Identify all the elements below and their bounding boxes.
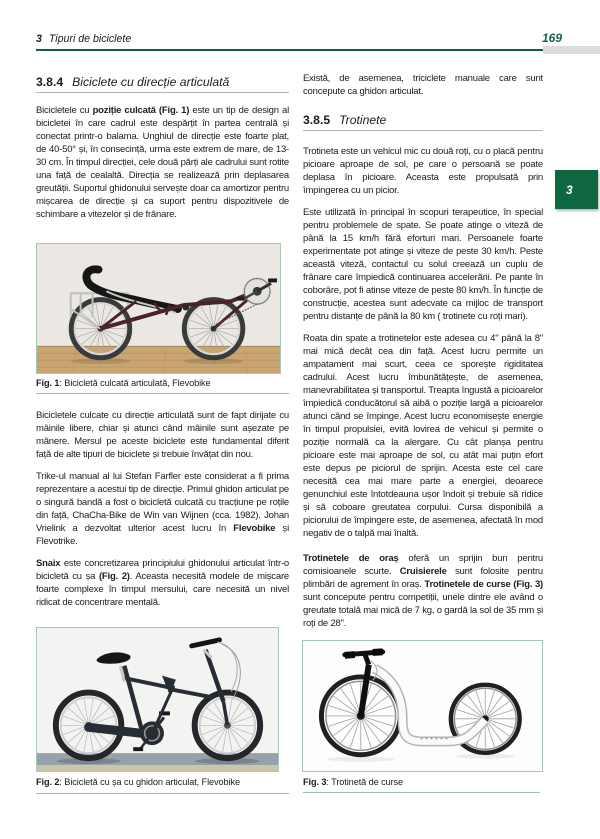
text-run: oferă un sprijin bun pentru comisioanele scurte. bbox=[303, 553, 544, 577]
figure-1-caption bbox=[36, 378, 289, 388]
running-head bbox=[36, 33, 131, 45]
running-head-chapter-number: 3 bbox=[36, 33, 42, 45]
figure-3-caption-text: : Trotinetă de curse bbox=[326, 777, 404, 787]
caption-rule bbox=[36, 393, 289, 394]
bold-term-cruisiere: Cruisierele bbox=[399, 566, 447, 577]
section-heading-3-8-4 bbox=[36, 75, 289, 89]
bold-term-trotinete-curse: Trotinetele de curse (Fig. 3) bbox=[424, 579, 544, 590]
figure-3-caption bbox=[303, 777, 543, 787]
section-rule bbox=[303, 130, 543, 131]
paragraph-recumbent-design bbox=[36, 104, 289, 221]
section-number: 3.8.5 bbox=[303, 113, 331, 127]
wheel-shadow bbox=[327, 757, 395, 762]
text-run: este un tip de design al bicicletei în care cadrul este despărțit în partea centrală și conectat printr-o balama. Unghiul de direcție este foarte plat, de 40-50° și, în consecință, urma este extrem de mare, de 13-30 cm. În timpul direcției, cele două părți ale cadrului sunt rotite una față de cealaltă. Direcția se realizează prin deplasarea greutății. Suportul ghidonului servește doar ca amortizor pentru mișcarea de direcție și ca suport pentru dispozitivele de schimbare a vitezelor și de frânare. bbox=[36, 105, 289, 220]
paragraph-scooter-definition: Trotineta este un vehicul mic cu două roți, cu o placă pentru picioare aproape de sol, pe care o persoană se poate deplasa în picioare. Aceasta este propulsată prin împingerea cu un picior. bbox=[303, 146, 543, 196]
figure-2-caption bbox=[36, 777, 289, 787]
text-run: sunt folosite pentru plimbări de agrement în oraș. bbox=[303, 566, 543, 590]
section-title: Trotinete bbox=[339, 113, 387, 127]
paragraph-farfler-history bbox=[36, 470, 289, 548]
chapter-tab-label: 3 bbox=[566, 182, 573, 197]
wood-floor bbox=[37, 346, 280, 373]
text-run: și Flevotrike. bbox=[36, 523, 289, 547]
bold-term-pozitie-culcata: poziție culcată (Fig. 1) bbox=[92, 105, 190, 116]
paragraph-hands-free: Bicicletele culcate cu direcție articulată sunt de fapt dirijate cu mâinile libere, chiar și atunci când mâinile sunt așezate pe mânere. Mersul pe aceste biciclete este fundamental diferit față de alte tipuri de biciclete și trebuie învățat din nou. bbox=[36, 410, 289, 460]
bold-term-fig2: (Fig. 2) bbox=[98, 571, 130, 582]
text-run: . Aceasta necesită modele de mișcare foarte complexe în timpul mersului, care necesită un nivel ridicat de concentrare mentală. bbox=[36, 571, 289, 608]
page-number: 169 bbox=[541, 31, 562, 45]
running-head-title: Tipuri de biciclete bbox=[48, 33, 132, 45]
figure-1-caption-text: : Bicicletă culcată articulată, Flevobike bbox=[59, 378, 211, 388]
section-number: 3.8.4 bbox=[36, 75, 64, 89]
section-rule bbox=[36, 92, 289, 93]
text-run: Bicicletele cu bbox=[36, 105, 93, 116]
white-background bbox=[303, 641, 542, 771]
bold-term-trotinete-oras: Trotinetele de oraș bbox=[303, 553, 399, 564]
bold-term-flevobike: Flevobike bbox=[233, 523, 276, 534]
text-run: sunt concepute pentru competiții, unele dintre ele având o greutate totală mai mică de 7 kg, o gardă la sol de 35 mm și roți de 28". bbox=[303, 592, 543, 629]
figure-2-photo bbox=[36, 627, 279, 772]
figure-2-caption-text: : Bicicletă cu șa cu ghidon articulat, Flevobike bbox=[59, 777, 240, 787]
bold-term-snaix: Snaix bbox=[36, 558, 61, 569]
figure-3-photo bbox=[302, 640, 543, 772]
caption-rule bbox=[36, 793, 289, 794]
figure-3-label: Fig. 3 bbox=[303, 777, 327, 787]
text-run: este concretizarea principiului ghidonului articulat într-o bicicletă cu șa bbox=[36, 558, 289, 582]
header-edge-bar bbox=[543, 46, 600, 54]
section-heading-3-8-5 bbox=[303, 113, 543, 127]
header-rule bbox=[36, 49, 545, 51]
paragraph-scooter-types bbox=[303, 552, 543, 630]
paragraph-scooter-speeds: Este utilizată în principal în scopuri terapeutice, în special pentru problemele de spate. Se poate atinge o viteză de până la 15 km/h fără eforturi mari. Persoanele foarte experimentate pot atinge și viteze de peste 30 km/h. Peste această viteză, contactul cu solul creează un cuplu de frânare care împiedică continuarea accelerării. Pe pante în coborâre, pot fi atinse viteze de peste 80 km/h. În funcție de construcție, acestea sunt adecvate ca mijloc de transport pentru distanțe de până la 80 km ( trotinete cu roți mari). bbox=[303, 207, 543, 322]
paragraph-snaix bbox=[36, 557, 289, 609]
articulated-bike-illustration bbox=[37, 628, 278, 771]
text-run: Trike-ul manual al lui Stefan Farfler este considerat a fi prima reprezentare a acestui tip de direcție. Primul ghidon articulat pe o singură bandă a fost o bicicletă culcată cu tracțiune pe roțile din față, ChaCha-Bike de Win van Wijnen (cca. 1982). Johan Vrielink a dezvoltat ulterior acest lucru în bbox=[36, 471, 289, 534]
right-column-text-block bbox=[303, 145, 543, 630]
figure-2-label: Fig. 2 bbox=[36, 777, 60, 787]
kick-scooter-illustration bbox=[303, 641, 542, 771]
floor bbox=[37, 765, 278, 771]
paragraph-rear-wheel-size: Roata din spate a trotinetelor este adesea cu 4" până la 8" mai mică decât cea din față. Acest lucru permite un ampatament mai scurt, ceea ce sporește rigiditatea cadrului. Acest lucru îmbunătățește, de asemenea, manevrabilitatea și transportul. Treapta îngustă a picioarelor împiedică conducătorul să aibă o poziție largă a picioarelor atunci când se împinge. Acest lucru economisește energie în timpul propulsiei, evită lovirea de vehicul și permite o poziție normală ca la alergare. Cu cât planșa pentru picioare este mai aproape de sol, cu atât mai puțin efort este depus pe piciorul de sprijin. Acesta este cel care necesită cea mai mare parte a energiei, deoarece genunchiul este întotdeauna ușor îndoit și trebuie să ridice și să coboare greutatea corpului. Cursa disponibilă a piciorului de împingere este, de asemenea, afectată în mod negativ de o talpă mai înaltă. bbox=[303, 333, 544, 539]
section-title: Biciclete cu direcție articulată bbox=[72, 75, 230, 89]
figure-1-photo bbox=[36, 243, 281, 374]
caption-rule bbox=[303, 792, 540, 793]
figure-1-label: Fig. 1 bbox=[36, 378, 60, 388]
left-column-text-block bbox=[36, 409, 289, 609]
paragraph-manual-tricycles: Există, de asemenea, triciclete manuale care sunt concepute ca ghidon articulat. bbox=[303, 73, 543, 97]
chapter-tab bbox=[555, 170, 598, 209]
recumbent-bike-illustration bbox=[37, 244, 280, 373]
